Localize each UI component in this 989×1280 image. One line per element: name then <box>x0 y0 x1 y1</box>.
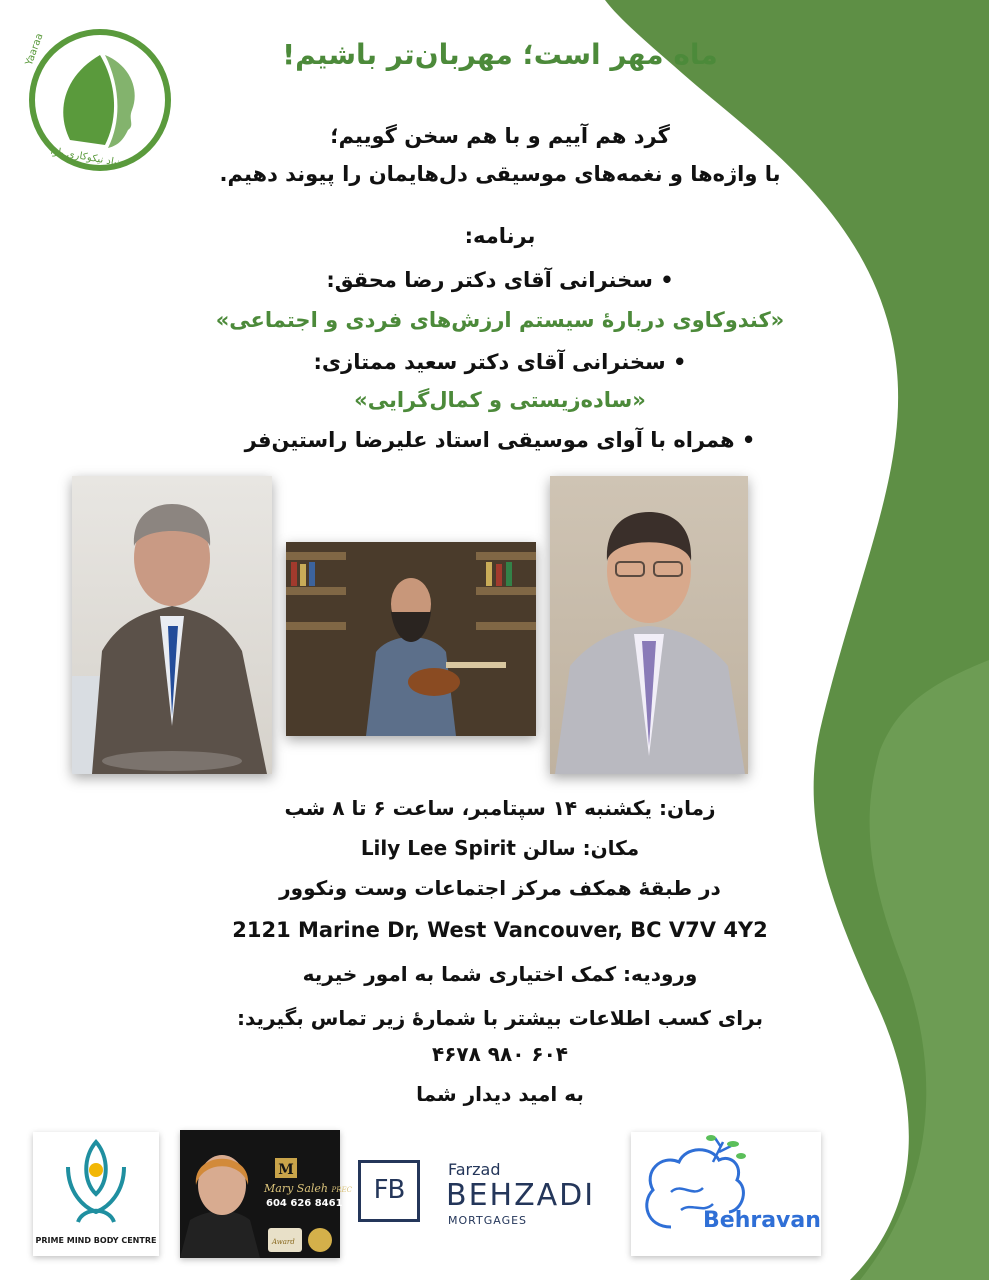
prime-lotus-icon <box>33 1132 159 1228</box>
sponsor-farzad-behzadi <box>350 1140 620 1244</box>
event-address: 2121 Marine Dr, West Vancouver, BC V7V 4Y2 <box>232 918 768 942</box>
page-title: ماه مهر است؛ مهربان‌تر باشیم! <box>282 38 718 71</box>
sponsor-behravan <box>631 1132 821 1256</box>
musician-photo-center <box>286 542 536 736</box>
program-item-3: • همراه با آوای موسیقی استاد علیرضا راستین‌فر <box>244 428 756 452</box>
sponsor-prime-mind-body <box>33 1132 159 1256</box>
mary-award: Award <box>272 1238 295 1246</box>
mary-name: Mary Saleh PREC <box>264 1182 352 1195</box>
mary-phone: 604 626 8461 <box>266 1198 343 1209</box>
yaraa-logo <box>20 20 180 180</box>
contact-prompt: برای کسب اطلاعات بیشتر با شمارهٔ زیر تماس بگیرید: <box>237 1006 763 1030</box>
behzadi-subtitle: MORTGAGES <box>448 1214 528 1227</box>
logo-latin-text: Yaaraa <box>23 31 46 68</box>
program-item-2-subtitle: «ساده‌زیستی و کمال‌گرایی» <box>354 388 646 412</box>
speaker-photo-left <box>72 476 272 774</box>
closing-text: به امید دیدار شما <box>416 1082 584 1106</box>
svg-text:M: M <box>278 1162 294 1178</box>
program-heading: برنامه: <box>464 224 536 248</box>
event-entry: ورودیه: کمک اختیاری شما به امور خیریه <box>302 962 698 986</box>
event-time: زمان: یکشنبه ۱۴ سپتامبر، ساعت ۶ تا ۸ شب <box>284 796 716 820</box>
prime-label: PRIME MIND BODY CENTRE <box>35 1236 157 1245</box>
behzadi-last-name: BEHZADI <box>446 1178 596 1213</box>
intro-line-2: با واژه‌ها و نغمه‌های موسیقی دل‌هایمان را پیوند دهیم. <box>219 162 781 186</box>
program-item-1-subtitle: «کندوکاوی دربارهٔ سیستم ارزش‌های فردی و اجتماعی» <box>215 308 785 332</box>
behravan-label: Behravan <box>703 1208 821 1233</box>
brain-tree-icon <box>631 1132 821 1256</box>
event-floor: در طبقهٔ همکف مرکز اجتماعات وست ونکوور <box>279 876 721 900</box>
contact-phone: ۶۰۴ ۹۸۰ ۴۶۷۸ <box>431 1042 568 1066</box>
program-item-2: • سخنرانی آقای دکتر سعید ممتازی: <box>313 350 687 374</box>
logo-persian-text: بنیاد نیکوکاری یارا <box>49 145 124 170</box>
speaker-photo-right <box>550 476 748 774</box>
intro-line-1: گرد هم آییم و با هم سخن گوییم؛ <box>330 124 670 148</box>
event-place: مکان: سالن Lily Lee Spirit <box>360 836 640 860</box>
behzadi-fb-mark: FB <box>358 1160 420 1222</box>
sponsor-mary-saleh <box>180 1130 352 1258</box>
behzadi-first-name: Farzad <box>448 1160 501 1179</box>
program-item-1: • سخنرانی آقای دکتر رضا محقق: <box>326 268 674 292</box>
